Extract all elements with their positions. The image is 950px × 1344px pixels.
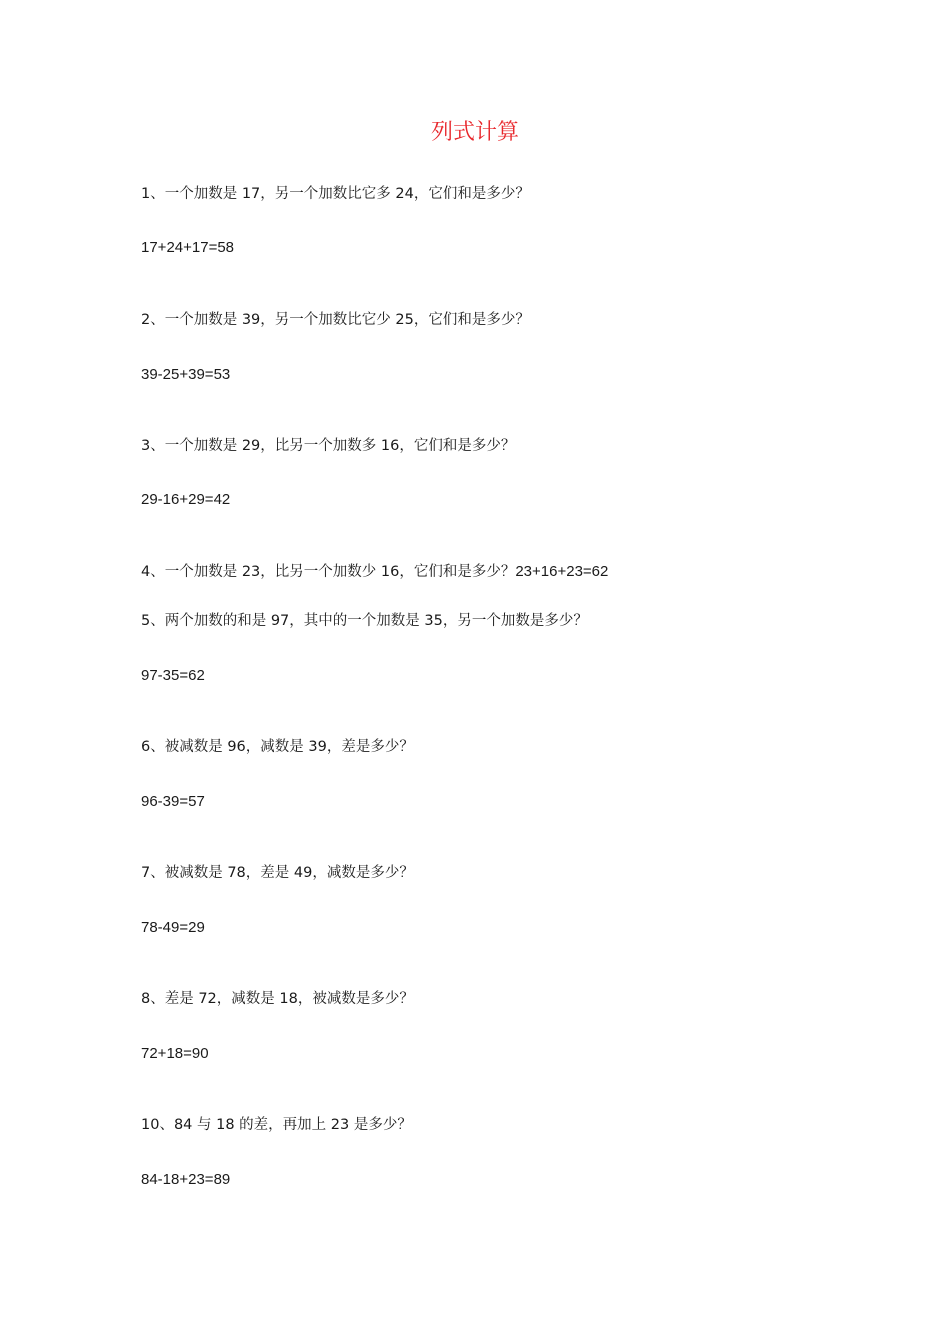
problem-10-answer: 84-18+23=89 [141,1171,231,1188]
problem-7-question: 7、被减数是 78，差是 49，减数是多少？ [141,865,414,881]
problem-5-question: 5、两个加数的和是 97，其中的一个加数是 35，另一个加数是多少？ [141,613,588,629]
problem-4-row [141,562,608,582]
problem-3-answer: 29-16+29=42 [141,491,231,508]
problem-1-answer: 17+24+17=58 [141,239,235,256]
problem-4-answer: 23+16+23=62 [515,563,609,580]
problem-1-question: 1、一个加数是 17，另一个加数比它多 24，它们和是多少？ [141,186,530,202]
problem-8-question: 8、差是 72，减数是 18，被减数是多少？ [141,991,414,1007]
problem-4-question: 4、一个加数是 23，比另一个加数少 16，它们和是多少？ [141,564,516,580]
problem-8-answer: 72+18=90 [141,1045,209,1062]
page-title: 列式计算 [430,120,519,145]
problem-5-answer: 97-35=62 [141,667,205,684]
problem-2-question: 2、一个加数是 39，另一个加数比它少 25，它们和是多少？ [141,312,530,328]
problem-7-answer: 78-49=29 [141,919,205,936]
problem-6-question: 6、被减数是 96，减数是 39，差是多少？ [141,739,414,755]
problem-6-answer: 96-39=57 [141,793,205,810]
problem-2-answer: 39-25+39=53 [141,366,231,383]
problem-3-question: 3、一个加数是 29，比另一个加数多 16，它们和是多少？ [141,438,516,454]
problem-10-question: 10、84 与 18 的差，再加上 23 是多少？ [141,1117,412,1133]
